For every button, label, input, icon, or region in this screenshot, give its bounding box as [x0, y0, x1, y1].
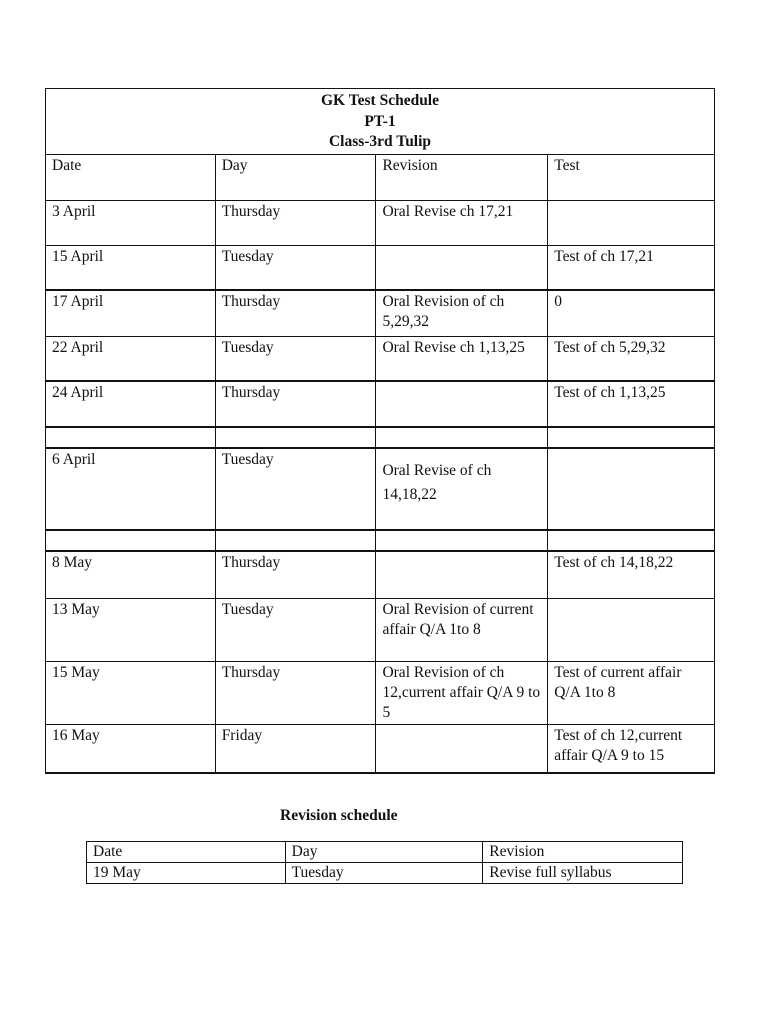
cell-day: Tuesday [215, 448, 376, 530]
cell-revision: Oral Revision of ch 12,current affair Q/A 9 to 5 [376, 661, 548, 724]
table-row [46, 290, 715, 336]
revision-header-row [87, 842, 683, 863]
table-row [46, 245, 715, 290]
cell-revision: Oral Revise ch 17,21 [376, 200, 548, 245]
cell-day: Friday [215, 724, 376, 773]
cell-revision: Oral Revision of current affair Q/A 1to 8 [376, 598, 548, 661]
table-row [46, 448, 715, 530]
table-row [46, 427, 715, 448]
cell-day: Tuesday [215, 336, 376, 381]
cell-revision [376, 530, 548, 551]
table-row [46, 200, 715, 245]
cell-day: Thursday [215, 381, 376, 427]
revision-header-revision: Revision [483, 842, 683, 863]
cell-revision [376, 724, 548, 773]
cell-revision: Revise full syllabus [483, 863, 683, 884]
cell-date: 19 May [87, 863, 286, 884]
schedule-subtitle: PT-1 [364, 112, 396, 130]
cell-test: Test of ch 14,18,22 [548, 551, 715, 598]
header-row [46, 154, 715, 200]
cell-day: Thursday [215, 290, 376, 336]
cell-revision: Oral Revision of ch 5,29,32 [376, 290, 548, 336]
cell-revision [376, 427, 548, 448]
header-day: Day [215, 154, 376, 200]
cell-day: Thursday [215, 661, 376, 724]
cell-date: 8 May [46, 551, 216, 598]
cell-test [548, 448, 715, 530]
cell-day [215, 427, 376, 448]
gk-test-schedule-table [45, 88, 715, 774]
cell-date [46, 530, 216, 551]
cell-test: Test of current affair Q/A 1to 8 [548, 661, 715, 724]
title-cell [46, 89, 715, 155]
cell-date: 22 April [46, 336, 216, 381]
cell-day: Tuesday [285, 863, 483, 884]
table-row [87, 863, 683, 884]
cell-revision: Oral Revise of ch 14,18,22 [376, 448, 548, 530]
cell-test [548, 200, 715, 245]
cell-day: Thursday [215, 200, 376, 245]
schedule-class: Class-3rd Tulip [328, 133, 432, 150]
cell-date: 3 April [46, 200, 216, 245]
cell-date: 15 April [46, 245, 216, 290]
cell-revision: Oral Revise ch 1,13,25 [376, 336, 548, 381]
table-row [46, 724, 715, 773]
table-row [46, 336, 715, 381]
header-revision: Revision [376, 154, 548, 200]
cell-date: 13 May [46, 598, 216, 661]
cell-test: Test of ch 5,29,32 [548, 336, 715, 381]
cell-date: 24 April [46, 381, 216, 427]
cell-day: Tuesday [215, 245, 376, 290]
title-row [46, 89, 715, 155]
cell-date: 16 May [46, 724, 216, 773]
cell-day [215, 530, 376, 551]
cell-revision [376, 381, 548, 427]
table-row [46, 381, 715, 427]
revision-header-day: Day [285, 842, 483, 863]
cell-test [548, 598, 715, 661]
cell-revision [376, 551, 548, 598]
cell-date: 6 April [46, 448, 216, 530]
cell-test: Test of ch 12,current affair Q/A 9 to 15 [548, 724, 715, 773]
revision-schedule-heading: Revision schedule [280, 807, 398, 824]
table-row [46, 661, 715, 724]
cell-test: Test of ch 17,21 [548, 245, 715, 290]
table-row [46, 598, 715, 661]
table-row [46, 530, 715, 551]
cell-date: 17 April [46, 290, 216, 336]
cell-revision [376, 245, 548, 290]
cell-test [548, 530, 715, 551]
cell-date: 15 May [46, 661, 216, 724]
table-row [46, 551, 715, 598]
revision-header-date: Date [87, 842, 286, 863]
cell-date [46, 427, 216, 448]
header-test: Test [548, 154, 715, 200]
cell-test [548, 427, 715, 448]
schedule-title: GK Test Schedule [321, 92, 439, 109]
cell-day: Thursday [215, 551, 376, 598]
cell-test: Test of ch 1,13,25 [548, 381, 715, 427]
cell-test: 0 [548, 290, 715, 336]
cell-day: Tuesday [215, 598, 376, 661]
header-date: Date [46, 154, 216, 200]
revision-schedule-table [86, 841, 683, 884]
